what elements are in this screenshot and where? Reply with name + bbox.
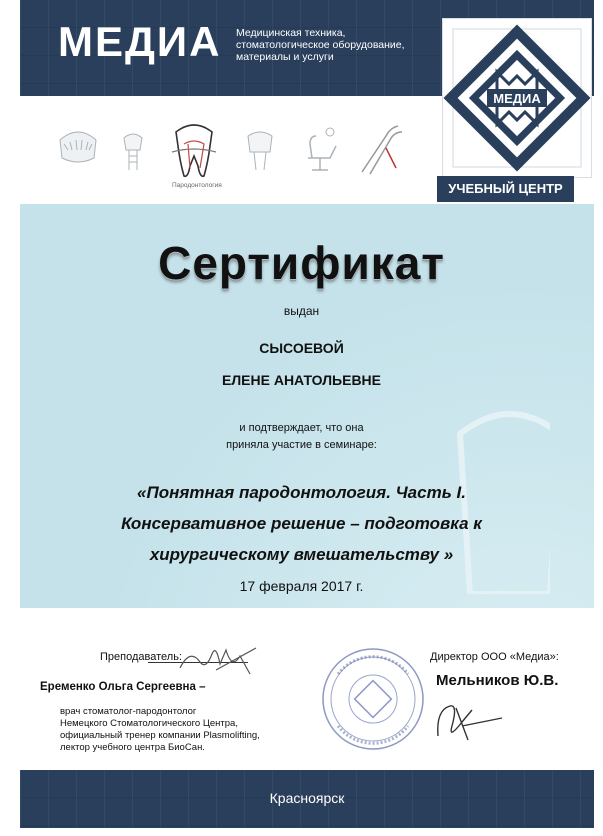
dental-chair-icon — [300, 118, 344, 178]
teacher-name: Еременко Ольга Сергеевна – — [40, 681, 206, 693]
city-name: Красноярск — [269, 790, 345, 806]
tooth-periodontal-icon — [168, 118, 220, 182]
confirm-text: приняла участие в семинаре: — [226, 439, 377, 451]
confirm-text: и подтверждает, что она — [239, 422, 364, 434]
teacher-desc-line: лектор учебного центра БиоСан. — [60, 742, 205, 753]
brand-name: МЕДИА — [58, 18, 222, 65]
teacher-signature — [176, 640, 266, 680]
company-stamp — [318, 644, 428, 754]
implant-icon — [118, 118, 148, 178]
teacher-label: Преподаватель: — [100, 651, 182, 663]
company-logo — [442, 18, 592, 178]
director-signature — [432, 696, 512, 746]
tagline-line: стоматологическое оборудование, — [236, 39, 405, 51]
recipient-surname: СЫСОЕВОЙ — [259, 340, 344, 356]
teacher-desc-line: Немецкого Стоматологического Центра, — [60, 718, 238, 729]
crown-icon — [242, 118, 278, 178]
director-name: Мельников Ю.В. — [436, 672, 559, 689]
forceps-icon — [356, 118, 406, 178]
footer-banner — [20, 770, 594, 828]
teacher-desc-line: официальный тренер компании Plasmolifting, — [60, 730, 260, 741]
seminar-line: Консервативное решение – подготовка к — [121, 514, 482, 533]
seminar-title — [0, 477, 603, 570]
teacher-desc-line: врач стоматолог-пародонтолог — [60, 706, 197, 717]
tagline-line: материалы и услуги — [236, 51, 334, 63]
icon-caption: Пародонтология — [172, 182, 222, 189]
teacher-description — [60, 706, 260, 754]
seminar-line: хирургическому вмешательству » — [149, 545, 454, 564]
issued-text: выдан — [283, 304, 320, 318]
seminar-line: «Понятная пародонтология. Часть I. — [137, 483, 466, 502]
recipient-given-name: ЕЛЕНЕ АНАТОЛЬЕВНЕ — [222, 372, 381, 388]
certificate-title: Сертификат — [158, 237, 445, 289]
training-center-badge: УЧЕБНЫЙ ЦЕНТР — [437, 176, 574, 202]
tagline-line: Медицинская техника, — [236, 27, 346, 39]
brand-tagline — [236, 27, 416, 63]
director-label: Директор ООО «Медиа»: — [430, 651, 559, 663]
dental-icons-row — [56, 118, 416, 188]
dentures-icon — [56, 118, 100, 178]
seminar-date: 17 февраля 2017 г. — [239, 578, 364, 594]
logo-text: МЕДИА — [493, 91, 541, 106]
